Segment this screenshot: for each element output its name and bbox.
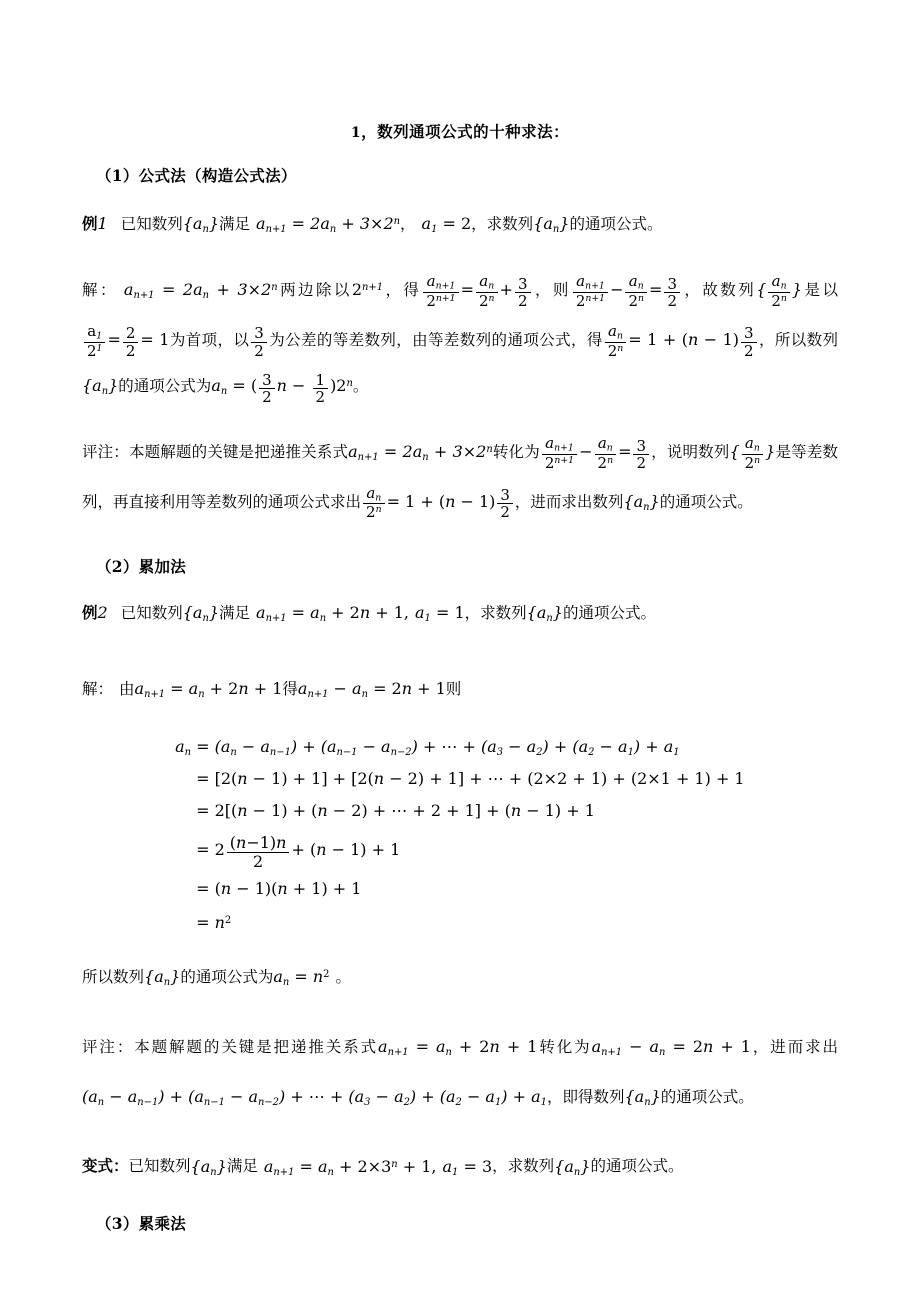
page-title xyxy=(82,0,838,142)
page-title-comma: ， xyxy=(361,122,378,141)
section-heading-3: （3）累乘法 xyxy=(96,1214,187,1234)
example-1-text-3: ， xyxy=(400,215,416,234)
math-recurrence-1b: $a_{n+1} = 2a_n + 3\times 2^n$ xyxy=(123,280,278,301)
example-2-number: 2 xyxy=(97,603,108,623)
math-recurrence-2b: $a_{n+1} = a_n + 2n + 1$ xyxy=(134,679,283,700)
example-2-text-4: ，求数列 xyxy=(464,604,527,623)
math-recurrence-1: $a_{n+1} = 2a_n + 3\times 2^n$ xyxy=(256,214,401,235)
math-seq-an-2: $\{a_n\}$ xyxy=(533,214,570,235)
solution-2-label: 解： xyxy=(82,680,114,699)
comment-2-t3: ，进而求出 xyxy=(750,1037,839,1056)
math-seq-an-1: $\{a_n\}$ xyxy=(182,214,220,235)
solution-1-label: 解： xyxy=(82,281,118,300)
math-an-eq-n2: $a_n = n^2$ xyxy=(273,967,330,988)
comment-1-t3: ，说明数列 xyxy=(651,442,730,461)
variant-t4: ，求数列 xyxy=(492,1157,555,1176)
variant-t5: 的通项公式。 xyxy=(590,1157,684,1176)
math-seq-an-over-2n-1: { $\frac{a_n}{2^n}$ } xyxy=(756,272,803,310)
comment-2-body xyxy=(82,1025,838,1125)
math-seq-an-8: $\{a_n\}$ xyxy=(624,1086,661,1108)
math-2-pow-n1: $2^{n+1}$ xyxy=(351,280,384,300)
example-1-statement xyxy=(82,200,838,252)
math-answer-1: $a_n$ = ( $\frac{3}{2}$ n − $\frac{1}{2}$ )2$^n$ xyxy=(211,370,353,406)
example-1-text-5: 的通项公式。 xyxy=(569,215,663,234)
solution-1-t3: ，则 xyxy=(532,281,571,300)
solution-1-t4: ，故数列 xyxy=(681,281,757,300)
math-frac-diff-1b: $\frac{a_{n+1}}{2^{n+1}}$ − $\frac{a_n}{2^n}$ = $\frac{3}{2}$ xyxy=(540,442,651,461)
result-2-t2: 的通项公式为 xyxy=(180,968,274,987)
result-2-t1: 所以数列 xyxy=(82,968,145,987)
comment-2-t2: 转化为 xyxy=(537,1037,592,1056)
math-a1-over-2-eq-1: $\frac{a_1}{2^1}$ = $\frac{2}{2}$ = 1 xyxy=(82,330,169,349)
derive-row-3: = 2[(n − 1) + (n − 2) + ⋯ + 2 + 1] + (n − 1) + 1 xyxy=(196,800,595,820)
comment-2-t4: ，即得数列 xyxy=(546,1087,625,1106)
math-general-term-1b: $\frac{a_n}{2^n}$ = 1 + (n − 1) $\frac{3}{2}$ xyxy=(361,492,515,511)
math-recurrence-2: $a_{n+1} = a_n + 2n + 1$, xyxy=(256,603,409,625)
derive-row-2: = [2(n − 1) + 1] + [2(n − 2) + 1] + ⋯ + (2×2 + 1) + (2×1 + 1) + 1 xyxy=(196,768,745,788)
math-telescoping-sum: $(a_n - a_{n-1}) + (a_{n-1} - a_{n-2})$ + ⋯ + $(a_3 - a_2) + (a_2 - a_1) + a_1$ xyxy=(82,1086,547,1108)
solution-1-body xyxy=(82,266,838,414)
math-seq-an-over-2n-2: { $\frac{a_n}{2^n}$ } xyxy=(729,434,776,472)
solution-1-t6: 为首项，以 xyxy=(169,330,250,349)
solution-2-intro xyxy=(82,667,838,717)
example-2-text-5: 的通项公式。 xyxy=(562,604,656,623)
comment-1-t2: 转化为 xyxy=(492,442,540,461)
derivation-block xyxy=(82,731,838,937)
math-variant-recurrence: $a_{n+1} = a_n + 2\times 3^n + 1$, xyxy=(263,1156,437,1178)
solution-2-t1: 由 xyxy=(119,680,135,699)
derive-row-4: = 2 $\frac{(n-1)n}{2}$ + (n − 1) + 1 xyxy=(196,833,401,871)
math-diff-2n1b: $a_{n+1} - a_n = 2n + 1$ xyxy=(591,1036,751,1058)
math-seq-an-9: $\{a_n\}$ xyxy=(190,1156,227,1178)
math-recurrence-1c: $a_{n+1} = 2a_n + 3\times 2^n$ xyxy=(348,441,493,463)
variant-line xyxy=(82,1142,838,1194)
math-seq-an-6: $\{a_n\}$ xyxy=(526,603,563,625)
math-recurrence-2c: $a_{n+1} = a_n + 2n + 1$ xyxy=(378,1036,538,1058)
example-1-number: 1 xyxy=(97,214,108,234)
math-frac-diff-1: $\frac{a_{n+1}}{2^{n+1}}$ − $\frac{a_n}{2^n}$ = $\frac{3}{2}$ xyxy=(571,280,682,299)
page-title-text: 数列通项公式的十种求法： xyxy=(377,122,570,141)
solution-1-t5: 是以 xyxy=(802,281,838,300)
comment-2-label: 评注： xyxy=(82,1037,135,1056)
solution-1-t2: ，得 xyxy=(383,281,422,300)
solution-1-t8: ，所以数列 xyxy=(758,330,838,349)
example-1-text-1: 已知数列 xyxy=(120,215,183,234)
math-three-halves-1: $\frac{3}{2}$ xyxy=(249,330,269,349)
variant-label: 变式： xyxy=(82,1156,129,1176)
solution-1-t1: 两边除以 xyxy=(277,281,352,300)
math-diff-2n1: $a_{n+1} - a_n = 2n + 1$ xyxy=(297,679,446,700)
example-2-statement xyxy=(82,591,838,641)
example-1-text-2: 满足 xyxy=(219,215,251,234)
example-1-text-4: ，求数列 xyxy=(471,215,534,234)
math-a1-eq-2: $a_1 = 2$ xyxy=(421,214,472,235)
section-heading-1: （1）公式法（构造公式法） xyxy=(96,166,297,185)
solution-1-t9: 的通项公式为 xyxy=(118,377,212,395)
comment-2-t5: 的通项公式。 xyxy=(660,1087,754,1106)
comment-1-t5: ，进而求出数列 xyxy=(514,492,624,511)
derive-row-6: = $n^2$ xyxy=(196,913,232,933)
section-heading-2: （2）累加法 xyxy=(96,557,187,577)
math-a1-eq-1: $a_1 = 1$ xyxy=(415,603,465,625)
comment-1-label: 评注： xyxy=(82,442,129,461)
math-seq-an-7: $\{a_n\}$ xyxy=(144,967,181,988)
example-2-text-2: 满足 xyxy=(219,604,251,623)
example-1-label: 例 xyxy=(82,214,98,234)
comment-1-t6: 的通项公式。 xyxy=(659,492,753,511)
variant-t2: 满足 xyxy=(226,1157,258,1176)
comment-2-t1: 本题解题的关键是把递推关系式 xyxy=(134,1037,379,1056)
derive-row-1: $a_n = (a_n - a_{n-1}) + (a_{n-1} - a_{n-2})$ + ⋯ + $(a_3 - a_2) + (a_2 - a_1) + a_1$ xyxy=(175,736,680,758)
math-a1-eq-3: $a_1 = 3$ xyxy=(442,1156,493,1178)
result-2-line xyxy=(82,953,838,1005)
math-seq-an-5: $\{a_n\}$ xyxy=(182,603,220,625)
comment-1-body xyxy=(82,428,838,530)
solution-1-t10: 。 xyxy=(352,377,369,395)
math-general-term-1: $\frac{a_n}{2^n}$ = 1 + (n − 1) $\frac{3}{2}$ xyxy=(603,330,759,349)
comment-1-t1: 本题解题的关键是把递推关系式 xyxy=(128,442,349,461)
page-title-number: 1 xyxy=(350,125,362,141)
math-seq-an-10: $\{a_n\}$ xyxy=(554,1156,591,1178)
math-seq-an-4: $\{a_n\}$ xyxy=(623,491,660,513)
solution-1-t7: 为公差的等差数列，由等差数列的通项公式，得 xyxy=(268,330,603,349)
variant-t1: 已知数列 xyxy=(128,1157,191,1176)
example-2-label: 例 xyxy=(82,603,98,623)
math-seq-an-3: $\{a_n\}$ xyxy=(82,376,119,397)
result-2-t3: 。 xyxy=(335,968,351,987)
solution-2-t3: 则 xyxy=(445,680,462,699)
comment-1-t4: 是等差数列，再直接利用等差数列的通项公式求出 xyxy=(82,442,838,511)
solution-2-t2: 得 xyxy=(282,680,298,699)
derive-row-5: = (n − 1)(n + 1) + 1 xyxy=(196,878,362,898)
example-2-text-1: 已知数列 xyxy=(120,604,183,623)
math-frac-eq-1: $\frac{a_{n+1}}{2^{n+1}}$ = $\frac{a_n}{2^n}$ + $\frac{3}{2}$ xyxy=(421,280,532,299)
